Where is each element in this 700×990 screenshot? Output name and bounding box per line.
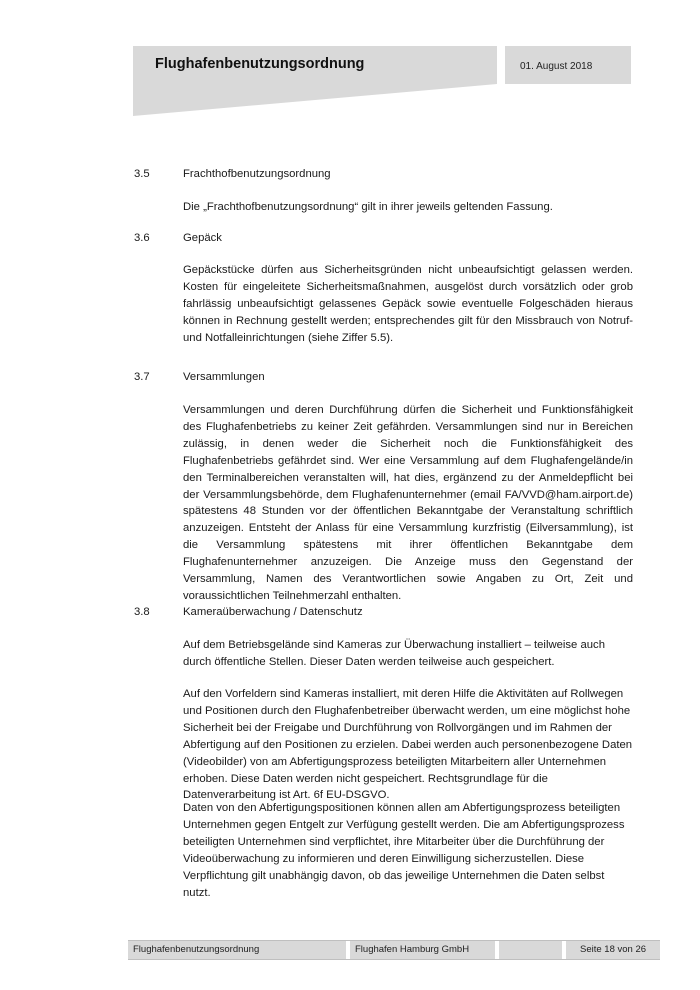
footer-page-number: Seite 18 von 26 [566,941,660,959]
footer-empty-cell [499,941,562,959]
header-date: 01. August 2018 [520,61,593,72]
section-title-3-6: Gepäck [183,232,222,244]
footer-bottom-rule [128,959,660,960]
section-3-5-paragraph: Die „Frachthofbenutzungsordnung“ gilt in ihrer jeweils geltenden Fassung. [183,201,553,213]
section-title-3-5: Frachthofbenutzungsordnung [183,168,331,180]
header-wedge-decoration [133,84,497,116]
footer-company-name: Flughafen Hamburg GmbH [350,941,495,959]
section-number-3-7: 3.7 [134,371,150,383]
section-number-3-6: 3.6 [134,232,150,244]
header-title: Flughafenbenutzungsordnung [155,56,365,72]
section-3-6-paragraph: Gepäckstücke dürfen aus Sicherheitsgründen nicht unbeaufsichtigt gelassen werden. Kosten für eingeleitete Sicherheitsmaßnahmen, ausgelöst durch vorsätzlich oder grob fahrlässig unbeaufsichtigt gelassenes Gepäck sowie eventuelle Folgeschäden hieraus können in Rechnung gestellt werden; entsprechendes gilt für den Missbrauch von Notruf- und Notfalleinrichtungen (siehe Ziffer 5.5). [183,264,633,344]
section-3-7-paragraph: Versammlungen und deren Durchführung dürfen die Sicherheit und Funktionsfähigkeit des Flughafenbetriebs zu keiner Zeit gefährden. Versammlungen sind nur in Bereichen zulässig, in denen weder die Sicherheit noch die Funktionsfähigkeit des Flughafenbetriebs gefährdet sind. Wer eine Versammlung auf dem Flughafengelände/in den Terminalbereichen veranstalten will, hat dies, ergänzend zu der Anmeldepflicht bei der Versammlungsbehörde, dem Flughafenunternehmer (email FA/VVD@ham.airport.de) spätestens 48 Stunden vor der öffentlichen Bekanntgabe der Veranstaltung schriftlich anzuzeigen. Entsteht der Anlass für eine Versammlung kurzfristig (Eilversammlung), ist die Versammlung spätestens mit ihrer öffentlichen Bekanntgabe dem Flughafenunternehmer anzuzeigen. Die Anzeige muss den Gegenstand der Versammlung, Namen des Verantwortlichen sowie Angaben zu Ort, Zeit und voraussichtlichen Teilnehmerzahl enthalten. [183,404,633,602]
section-number-3-5: 3.5 [134,168,150,180]
section-3-8-paragraph-1: Auf dem Betriebsgelände sind Kameras zur Überwachung installiert – teilweise auch durch öffentliche Stellen. Dieser Daten werden teilweise auch gespeichert. [183,639,605,668]
section-title-3-8: Kameraüberwachung / Datenschutz [183,606,363,618]
section-3-8-paragraph-2: Auf den Vorfeldern sind Kameras installiert, mit deren Hilfe die Aktivitäten auf Rollwegen und Positionen durch den Flughafenbetreiber überwacht werden, um eine möglichst hohe Sicherheit bei der Freigabe und Durchführung von Rollvorgängen und im Rahmen der Abfertigung auf den Positionen zu erzielen. Dabei werden auch personenbezogene Daten (Videobilder) von am Abfertigungsprozess beteiligten Mitarbeitern aller Unternehmen erhoben. Diese Daten werden nicht gespeichert. Rechtsgrundlage für die Datenverarbeitung ist Art. 6f EU-DSGVO. [183,688,633,802]
footer-document-name: Flughafenbenutzungsordnung [128,941,346,959]
section-3-8-paragraph-3: Daten von den Abfertigungspositionen können allen am Abfertigungsprozess beteiligten Unternehmen gegen Entgelt zur Verfügung gestellt werden. Die am Abfertigungsprozess beteiligten Unternehmen sind verpflichtet, ihre Mitarbeiter über die Durchführung der Videoüberwachung zu informieren und deren Einwilligung sicherzustellen. Diese Verpflichtung gilt unabhängig davon, ob das jeweilige Unternehmen die Daten selbst nutzt. [183,802,625,899]
section-title-3-7: Versammlungen [183,371,265,383]
section-number-3-8: 3.8 [134,606,150,618]
